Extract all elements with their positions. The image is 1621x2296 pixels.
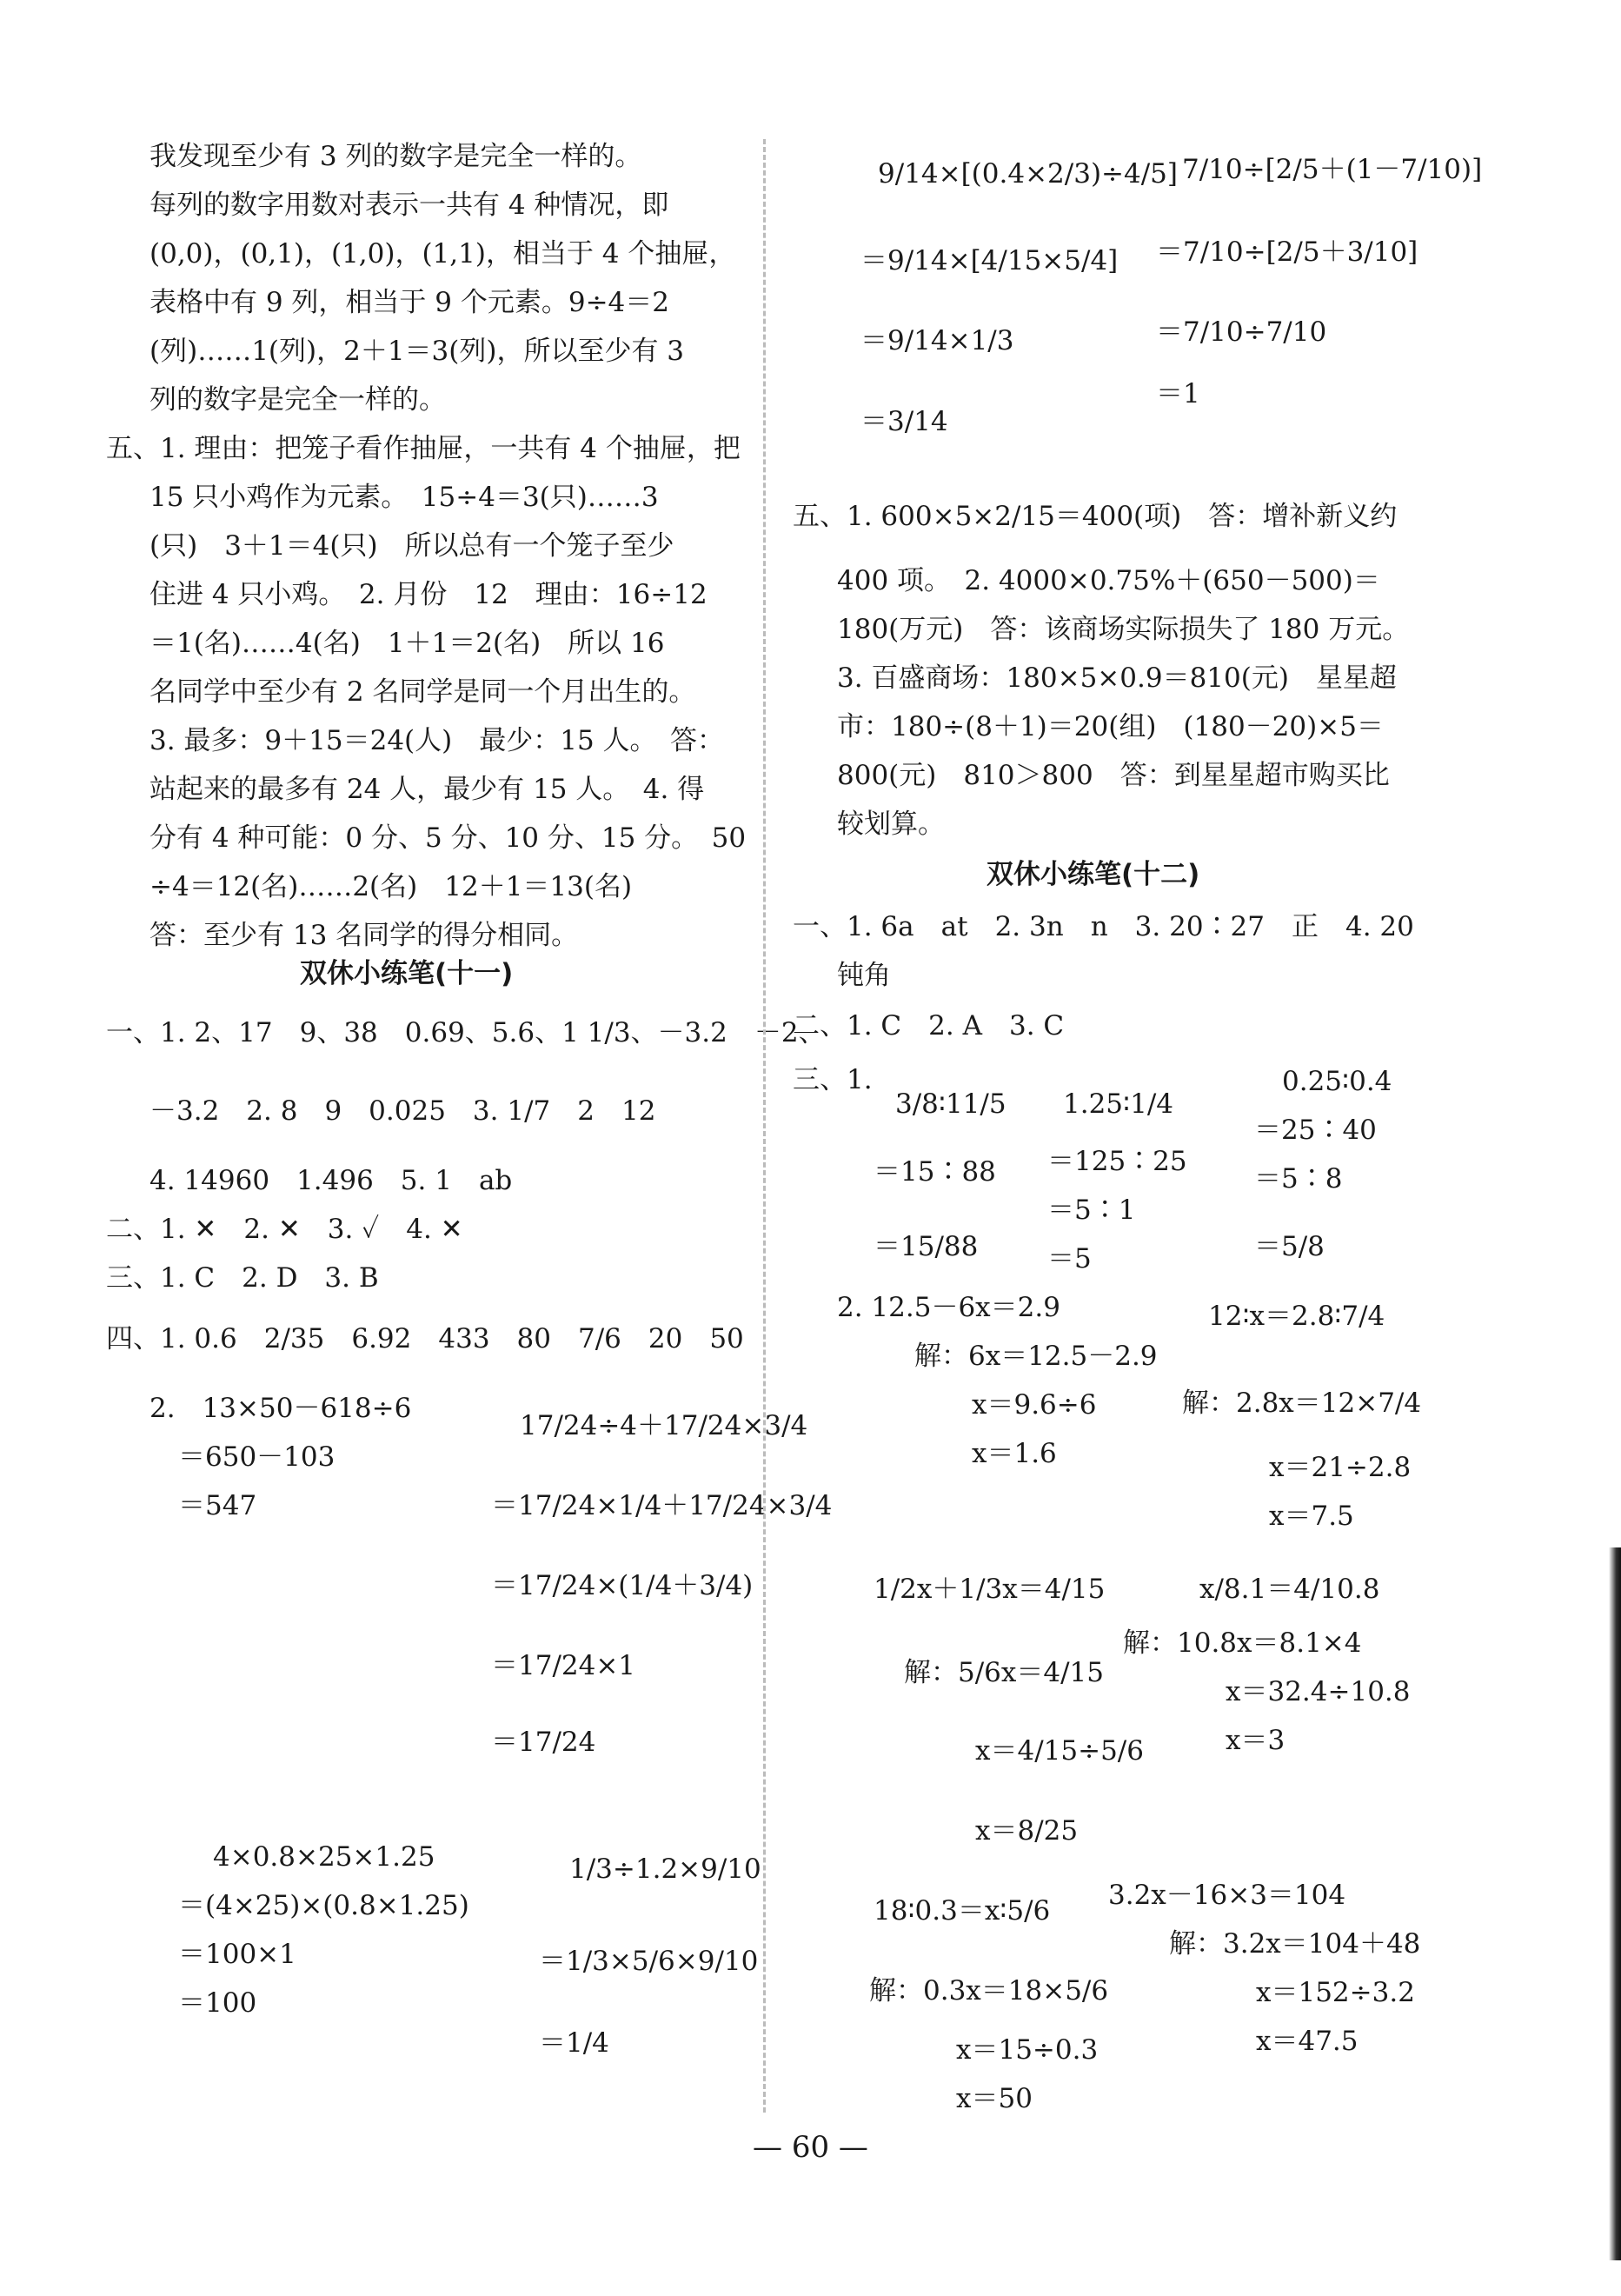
right-line: 解：0.3x＝18×5/6 — [869, 1975, 1109, 2007]
right-line: x＝9.6÷6 — [972, 1389, 1097, 1421]
left-line: ＝100 — [178, 1987, 257, 2019]
left-line: 每列的数字用数对表示一共有 4 种情况，即 — [149, 190, 669, 221]
right-line: 3.2x－16×3＝104 — [1108, 1880, 1346, 1911]
right-line: ＝15∶88 — [874, 1156, 996, 1188]
left-line: ＝547 — [178, 1490, 257, 1521]
left-line: 列的数字是完全一样的。 — [149, 384, 446, 416]
right-line: ＝7/10÷[2/5＋3/10] — [1156, 236, 1418, 268]
right-line: 18∶0.3＝x∶5/6 — [874, 1895, 1051, 1927]
right-line: x＝21÷2.8 — [1269, 1452, 1412, 1483]
left-line: 五、1. 理由：把笼子看作抽屉，一共有 4 个抽屉，把 — [106, 433, 741, 464]
right-line: 解：6x＝12.5－2.9 — [914, 1341, 1158, 1372]
left-line: (只) 3＋1＝4(只) 所以总有一个笼子至少 — [149, 530, 674, 562]
right-line: ＝1 — [1156, 378, 1200, 409]
right-line: ＝5∶1 — [1047, 1195, 1136, 1226]
left-line: 双休小练笔(十一) — [300, 958, 514, 989]
left-line: 15 只小鸡作为元素。 15÷4＝3(只)……3 — [149, 482, 659, 513]
left-line: 三、1. C 2. D 3. B — [106, 1262, 379, 1294]
right-line: 12∶x＝2.8∶7/4 — [1208, 1301, 1385, 1332]
right-line: 双休小练笔(十二) — [987, 859, 1200, 890]
right-line: ＝3/14 — [860, 406, 948, 437]
right-line: 800(元) 810＞800 答：到星星超市购买比 — [837, 760, 1390, 791]
right-line: ＝9/14×[4/15×5/4] — [860, 245, 1119, 276]
left-line: 四、1. 0.6 2/35 6.92 433 80 7/6 20 50 — [106, 1323, 744, 1354]
right-line: 2. 12.5－6x＝2.9 — [837, 1292, 1060, 1323]
right-line: ＝25∶40 — [1254, 1115, 1377, 1146]
left-line: 我发现至少有 3 列的数字是完全一样的。 — [149, 141, 642, 172]
right-line: 五、1. 600×5×2/15＝400(项) 答：增补新义约 — [793, 501, 1398, 532]
left-line: 分有 4 种可能：0 分、5 分、10 分、15 分。 50 — [149, 822, 747, 854]
left-line: 答：至少有 13 名同学的得分相同。 — [149, 920, 579, 951]
left-line: ＝650－103 — [178, 1441, 335, 1473]
right-line: x＝47.5 — [1256, 2026, 1359, 2057]
left-line: 1/3÷1.2×9/10 — [569, 1853, 761, 1885]
left-line: ＝(4×25)×(0.8×1.25) — [178, 1890, 469, 1921]
right-line: 市：180÷(8＋1)＝20(组) (180－20)×5＝ — [837, 711, 1384, 742]
right-line: 180(万元) 答：该商场实际损失了 180 万元。 — [837, 614, 1410, 645]
left-line: ＝17/24 — [491, 1727, 596, 1758]
left-line: ＝1/4 — [539, 2027, 609, 2059]
right-line: x＝7.5 — [1269, 1501, 1354, 1532]
left-line: ＝17/24×1 — [491, 1650, 636, 1681]
right-line: 较划算。 — [837, 809, 945, 840]
right-line: 1.25∶1/4 — [1063, 1088, 1173, 1120]
right-line: x＝50 — [956, 2083, 1033, 2114]
right-line: 解：10.8x＝8.1×4 — [1123, 1627, 1362, 1659]
right-line: ＝5 — [1047, 1243, 1092, 1274]
left-line: ÷4＝12(名)……2(名) 12＋1＝13(名) — [149, 871, 633, 902]
left-line: 17/24÷4＋17/24×3/4 — [520, 1410, 808, 1441]
left-line: 表格中有 9 列，相当于 9 个元素。9÷4＝2 — [149, 287, 670, 318]
left-line: 4. 14960 1.496 5. 1 ab — [149, 1165, 513, 1196]
right-line: ＝15/88 — [874, 1231, 979, 1262]
right-line: x＝32.4÷10.8 — [1226, 1676, 1411, 1707]
scan-edge-shadow — [1609, 1547, 1621, 2260]
right-line: ＝9/14×1/3 — [860, 325, 1014, 356]
right-line: ＝5/8 — [1254, 1231, 1325, 1262]
right-line: x＝3 — [1226, 1725, 1286, 1756]
page-number: — 60 — — [753, 2130, 868, 2165]
right-line: 钝角 — [837, 960, 891, 991]
right-line: 3. 百盛商场：180×5×0.9＝810(元) 星星超 — [837, 662, 1397, 694]
right-line: 解：2.8x＝12×7/4 — [1182, 1388, 1422, 1419]
right-line: ＝7/10÷7/10 — [1156, 316, 1327, 348]
left-line: 4×0.8×25×1.25 — [213, 1841, 435, 1873]
left-line: 名同学中至少有 2 名同学是同一个月出生的。 — [149, 676, 696, 708]
right-line: 9/14×[(0.4×2/3)÷4/5] — [878, 158, 1178, 190]
right-line: 二、1. C 2. A 3. C — [793, 1010, 1065, 1042]
right-line: x＝1.6 — [972, 1438, 1057, 1469]
left-line: ＝1(名)……4(名) 1＋1＝2(名) 所以 16 — [149, 628, 665, 659]
right-line: 1/2x＋1/3x＝4/15 — [874, 1574, 1106, 1605]
column-divider — [763, 139, 766, 2113]
right-line: 解：5/6x＝4/15 — [904, 1657, 1104, 1688]
left-line: ＝17/24×(1/4＋3/4) — [491, 1570, 754, 1601]
right-line: x＝4/15÷5/6 — [975, 1735, 1144, 1767]
left-line: ＝1/3×5/6×9/10 — [539, 1946, 759, 1977]
right-line: 三、1. — [793, 1064, 873, 1095]
left-line: 站起来的最多有 24 人，最少有 15 人。 4. 得 — [149, 774, 705, 805]
left-line: 二、1. ✕ 2. ✕ 3. ✓ 4. ✕ — [106, 1214, 463, 1245]
left-line: 2. 13×50－618÷6 — [149, 1393, 412, 1424]
left-line: 3. 最多：9＋15＝24(人) 最少：15 人。 答： — [149, 725, 725, 756]
right-line: x/8.1＝4/10.8 — [1199, 1574, 1380, 1605]
left-line: 住进 4 只小鸡。 2. 月份 12 理由：16÷12 — [149, 579, 708, 610]
right-line: 0.25∶0.4 — [1282, 1066, 1392, 1097]
right-line: 一、1. 6a at 2. 3n n 3. 20∶27 正 4. 20 — [793, 911, 1414, 942]
right-line: x＝152÷3.2 — [1256, 1977, 1415, 2008]
left-line: －3.2 2. 8 9 0.025 3. 1/7 2 12 — [149, 1095, 656, 1127]
left-line: (列)……1(列)，2＋1＝3(列)，所以至少有 3 — [149, 336, 685, 367]
right-line: 7/10÷[2/5＋(1－7/10)] — [1182, 154, 1483, 185]
left-line: (0,0)，(0,1)，(1,0)，(1,1)，相当于 4 个抽屉， — [149, 238, 736, 270]
right-line: ＝5∶8 — [1254, 1163, 1343, 1195]
right-line: 3/8∶11/5 — [895, 1088, 1006, 1120]
left-line: ＝17/24×1/4＋17/24×3/4 — [491, 1490, 833, 1521]
right-line: 解：3.2x＝104＋48 — [1169, 1928, 1421, 1960]
left-line: 一、1. 2、17 9、38 0.69、5.6、1 1/3、－3.2 －2、 — [106, 1017, 826, 1048]
right-line: x＝15÷0.3 — [956, 2034, 1099, 2066]
right-line: 400 项。 2. 4000×0.75%＋(650－500)＝ — [837, 565, 1380, 596]
left-line: ＝100×1 — [178, 1939, 296, 1970]
right-line: x＝8/25 — [975, 1815, 1079, 1847]
right-line: ＝125∶25 — [1047, 1146, 1187, 1177]
